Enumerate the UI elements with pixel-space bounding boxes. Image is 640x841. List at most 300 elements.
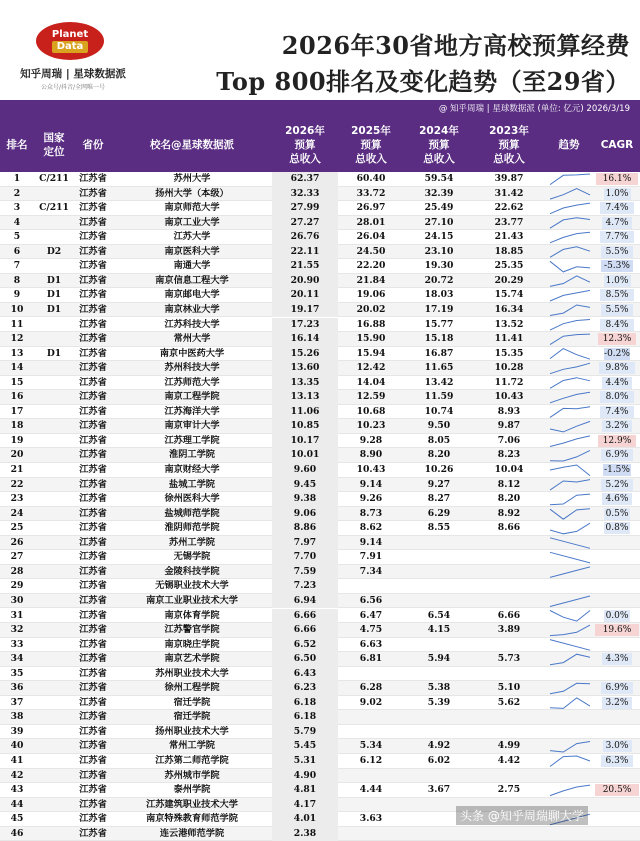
cell-v25: 21.84 [356,274,386,286]
cell-name: 南京体育学院 [164,609,220,621]
cell-prov: 江苏省 [79,216,107,228]
cell-v23: 31.42 [494,187,524,199]
cell-name: 扬州职业技术大学 [155,725,229,737]
cell-v24: 17.19 [424,303,454,315]
cell-name: 南京信息工程大学 [155,274,229,286]
cell-prov: 江苏省 [79,362,107,374]
report-header [0,0,640,104]
trend-line [550,523,590,534]
cell-prov: 江苏省 [79,449,107,461]
col-school-header: 校名@星球数据派 [150,138,234,151]
cell-prov: 江苏省 [79,202,107,214]
source-ribbon [0,100,640,117]
cell-name: 无锡学院 [173,551,211,563]
logo-line1: Planet [51,29,89,40]
cell-v26: 4.17 [272,798,338,813]
cell-rank: 24 [10,507,24,519]
cell-rank: 36 [10,682,24,694]
cell-v26: 13.35 [272,376,338,391]
cell-rank: 4 [13,216,21,228]
cell-type: D1 [46,274,62,286]
cell-rank: 42 [10,769,24,781]
cell-v23: 39.87 [494,173,524,184]
cell-name: 宿迁学院 [173,711,211,723]
cell-prov: 江苏省 [79,740,107,752]
cell-v26: 6.18 [272,710,338,725]
cell-name: 南京艺术学院 [164,653,220,665]
cell-rank: 28 [10,565,24,577]
trend-line [550,625,590,636]
cell-name: 江苏第二师范学院 [155,755,229,766]
logo-line2: Data [52,41,88,53]
cell-v25: 9.28 [359,434,383,446]
cell-v26: 8.86 [272,521,338,536]
cell-prov: 江苏省 [79,493,107,505]
cell-rank: 16 [10,391,24,403]
cell-rank: 31 [10,609,24,621]
cell-v25: 6.81 [359,653,383,665]
trend-line [550,640,590,651]
trend-line [550,261,590,272]
cell-rank: 11 [10,318,24,330]
cell-name: 苏州科技大学 [164,362,220,374]
cell-name: 南京工业职业技术大学 [146,594,238,606]
cell-cagr: 5.5% [601,304,633,316]
cell-prov: 江苏省 [79,755,107,766]
cell-v23: 18.85 [494,245,524,257]
cell-v24: 18.03 [424,289,454,301]
brand-name: 知乎周瑞 | 星球数据派 [20,68,126,80]
cell-name: 苏州大学 [173,173,211,184]
cell-name: 泰州学院 [173,784,211,796]
cell-cagr: 7.7% [600,231,634,243]
cell-v25: 4.75 [359,624,383,636]
trend-line [550,218,590,229]
cell-v26: 7.23 [272,579,338,594]
cell-name: 盐城师范学院 [164,507,220,519]
cell-rank: 41 [10,755,24,766]
cell-v25: 10.43 [356,464,386,475]
cell-prov: 江苏省 [79,696,107,708]
cell-name: 常州工学院 [169,740,215,752]
cell-prov: 江苏省 [79,347,107,359]
cell-v25: 9.14 [359,478,383,490]
cell-name: 无锡职业技术大学 [155,580,229,592]
cell-prov: 江苏省 [79,464,107,475]
trend-line [550,698,590,709]
cell-v23: 8.12 [497,478,521,490]
trend-line [550,756,590,767]
cell-v25: 10.23 [356,420,386,432]
cell-v25: 8.73 [359,507,383,519]
cell-rank: 39 [10,725,24,737]
cell-rank: 12 [10,333,24,345]
cell-v26: 2.38 [272,827,338,841]
cell-type: D1 [46,303,62,315]
cell-rank: 10 [10,303,24,315]
cell-v26: 5.31 [272,754,338,769]
cell-rank: 2 [13,187,21,199]
cell-type: D1 [46,347,62,359]
cell-v23: 10.43 [494,391,524,403]
cell-v24: 4.15 [427,624,451,636]
cell-prov: 江苏省 [79,813,107,825]
cell-v23: 9.87 [497,420,521,432]
cell-v26: 22.11 [272,245,338,260]
cell-v23: 4.99 [497,740,521,752]
trend-line [550,538,590,549]
cell-cagr: 1.0% [604,275,631,287]
cell-v26: 17.23 [272,318,338,333]
cell-name: 徐州工程学院 [164,682,220,694]
cell-prov: 江苏省 [79,522,107,534]
cell-rank: 40 [10,740,24,752]
cell-cagr: 7.4% [600,406,633,418]
report-title-line1: 2026年30省地方高校预算经费 [281,31,630,60]
cell-v23: 10.04 [494,464,524,475]
watermark: 头条 @知乎周瑞聊大学 [456,806,588,825]
cell-v24: 3.67 [427,784,451,796]
cell-v26: 19.17 [272,303,338,318]
cell-v26: 4.81 [272,783,338,798]
trend-line [550,742,590,753]
cell-v25: 16.88 [356,318,386,330]
cell-v23: 2.75 [497,784,521,796]
cell-v26: 27.27 [272,216,338,231]
cell-v23: 6.66 [497,609,521,621]
cell-v26: 5.79 [272,725,338,740]
cell-cagr: 6.9% [601,449,634,461]
cell-prov: 江苏省 [79,769,107,781]
cell-cagr: 0.5% [605,508,629,519]
cell-v24: 5.39 [427,696,451,708]
cell-v23: 5.73 [497,653,521,665]
cell-v26: 6.23 [272,681,338,696]
cell-v25: 9.02 [359,696,383,708]
col-trend-header: 趋势 [558,138,580,151]
cell-prov: 江苏省 [79,289,107,301]
cell-v26: 10.85 [272,419,338,434]
cell-prov: 江苏省 [79,420,107,432]
cell-name: 南京邮电大学 [164,289,220,301]
cell-name: 宿迁学院 [173,696,211,708]
cell-name: 盐城工学院 [169,478,215,490]
cell-rank: 8 [13,274,21,286]
cell-v24: 8.05 [427,434,451,446]
cell-v24: 15.77 [424,318,454,330]
cell-type: D1 [46,289,62,301]
cell-v25: 3.63 [359,813,383,825]
report-title-line2: Top 800排名及变化趋势（至29省） [216,67,630,96]
trend-line [550,174,590,185]
cell-name: 苏州职业技术大学 [155,667,229,679]
cell-name: 江苏师范大学 [164,376,220,388]
cell-v23: 3.89 [497,624,521,636]
cell-v26: 6.50 [272,652,338,667]
cell-v24: 9.27 [427,478,451,490]
cell-v23: 8.93 [497,405,521,417]
cell-v25: 4.44 [359,784,383,796]
trend-line [550,334,590,345]
cell-cagr: 1.0% [604,188,631,200]
cell-cagr: -1.5% [604,465,630,475]
cell-v26: 9.60 [272,463,338,478]
cell-cagr: 3.2% [602,420,631,432]
cell-v26: 7.70 [272,550,338,565]
trend-line [550,349,590,360]
cell-rank: 46 [10,827,24,839]
cell-prov: 江苏省 [79,711,107,723]
cell-v26: 62.37 [272,172,338,187]
cell-prov: 江苏省 [79,333,107,345]
cell-v23: 4.42 [497,755,521,766]
cell-rank: 20 [10,449,24,461]
cell-v23: 5.62 [497,696,521,708]
cell-v24: 15.18 [424,333,454,345]
cell-prov: 江苏省 [79,274,107,286]
trend-line [550,320,590,331]
cell-cagr: 4.6% [602,493,633,505]
cell-cagr: 3.2% [602,697,631,709]
cell-cagr: 16.1% [596,173,638,185]
cell-rank: 14 [10,362,24,374]
cell-v24: 13.42 [424,376,454,388]
cell-cagr: 4.4% [602,377,632,389]
cell-v25: 12.59 [356,391,386,403]
cell-v24: 10.74 [424,405,454,417]
cell-v23: 23.77 [494,216,524,228]
cell-rank: 17 [10,405,24,417]
cell-v26: 20.90 [272,274,338,289]
cell-rank: 32 [10,624,24,636]
cell-v25: 15.90 [356,333,386,345]
cell-rank: 6 [13,245,21,257]
cell-prov: 江苏省 [79,245,107,257]
cell-v25: 26.04 [356,231,386,243]
cell-v23: 15.35 [494,347,524,359]
cell-rank: 35 [10,667,24,679]
cell-rank: 19 [10,434,24,446]
cell-prov: 江苏省 [79,187,107,199]
cell-prov: 江苏省 [79,376,107,388]
cell-prov: 江苏省 [79,594,107,606]
cell-prov: 江苏省 [79,391,107,403]
cell-v25: 24.50 [356,245,386,257]
cell-v24: 6.54 [427,609,451,621]
trend-line [550,421,590,432]
trend-line [550,232,590,243]
cell-name: 连云港师范学院 [159,827,225,839]
trend-line [550,290,590,301]
cell-rank: 7 [13,260,21,272]
cell-v26: 20.11 [272,288,338,303]
cell-rank: 29 [10,580,24,592]
cell-v24: 59.54 [424,173,454,184]
cell-rank: 5 [13,231,21,243]
cell-cagr: 5.5% [601,246,633,258]
cell-prov: 江苏省 [79,784,107,796]
cell-v26: 9.38 [272,492,338,507]
cell-name: 金陵科技学院 [164,565,220,577]
cell-cagr: 3.0% [603,740,632,752]
trend-line [550,247,590,257]
cell-v26: 10.17 [272,434,338,449]
cell-v23: 13.52 [494,318,524,330]
trend-line [550,494,590,505]
cell-v25: 6.47 [359,609,383,621]
cell-rank: 45 [10,813,24,825]
cell-v23: 8.20 [497,493,521,505]
cell-v25: 10.68 [356,405,386,417]
cell-name: 江苏警官学院 [164,624,220,636]
trend-line [550,683,590,694]
cell-rank: 22 [10,478,24,490]
cell-v25: 28.01 [356,216,386,228]
cell-v26: 32.33 [272,187,338,202]
cell-cagr: 5.2% [601,479,632,491]
cell-name: 南京中医药大学 [159,347,225,359]
cell-v26: 13.60 [272,361,338,376]
cell-prov: 江苏省 [79,682,107,694]
cell-v23: 16.34 [494,303,524,315]
cell-v23: 10.28 [494,362,524,374]
cell-v24: 27.10 [424,216,454,228]
cell-v25: 8.90 [359,449,383,461]
cell-prov: 江苏省 [79,551,107,563]
cell-v26: 9.45 [272,478,338,493]
trend-line [550,596,590,607]
trend-line [550,436,590,447]
cell-v23: 8.92 [497,507,521,519]
cell-name: 南京审计大学 [164,420,220,432]
cell-rank: 18 [10,420,24,432]
cell-v26: 27.99 [272,201,338,216]
cell-v26: 6.43 [272,667,338,682]
cell-v25: 26.97 [356,202,386,214]
cell-v24: 6.29 [427,507,451,519]
cell-v24: 20.72 [424,274,454,286]
cell-v26: 11.06 [272,405,338,420]
cell-v25: 20.02 [356,303,386,315]
cell-v26: 6.94 [272,594,338,609]
cell-cagr: 9.8% [599,362,635,374]
trend-line [550,450,590,461]
cell-v25: 7.91 [359,551,383,563]
cell-cagr: 0.8% [605,523,629,534]
cell-v23: 11.41 [494,333,524,345]
cell-v26: 9.06 [272,507,338,522]
cell-prov: 江苏省 [79,231,107,243]
cell-v23: 15.74 [494,289,524,301]
cell-name: 江苏建筑职业技术大学 [146,798,238,810]
cell-v23: 25.35 [494,260,524,272]
cell-name: 南京林业大学 [164,303,220,315]
trend-line [550,392,590,403]
cell-rank: 37 [10,696,24,708]
col-2023-header: 2023年 预算 总收入 [489,124,529,165]
cell-cagr: 8.4% [600,319,634,331]
trend-line [550,611,590,622]
cell-rank: 23 [10,493,24,505]
cell-v25: 15.94 [356,347,386,359]
cell-v24: 24.15 [424,231,454,243]
cell-rank: 30 [10,594,24,606]
cell-v25: 6.12 [359,755,383,766]
cell-type: C/211 [39,173,69,184]
cell-v25: 22.20 [356,260,386,272]
cell-rank: 25 [10,522,24,534]
cell-v24: 5.94 [427,653,451,665]
cell-rank: 9 [13,289,21,301]
cell-v25: 6.56 [359,594,383,606]
cell-name: 苏州城市学院 [164,769,220,781]
col-2025-header: 2025年 预算 总收入 [351,124,391,165]
cell-cagr: -5.3% [601,260,632,272]
cell-prov: 江苏省 [79,565,107,577]
cell-v24: 6.02 [427,755,451,766]
cell-v25: 6.28 [359,682,383,694]
cell-name: 江苏大学 [173,231,211,243]
cell-v25: 6.63 [359,638,383,650]
trend-line [550,276,590,287]
cell-v24: 19.30 [424,260,454,272]
table-header [0,117,640,172]
col-rank-header: 排名 [6,138,28,151]
cell-cagr: 0.0% [605,610,629,621]
cell-rank: 34 [10,653,24,665]
cell-name: 苏州工学院 [169,536,215,548]
cell-v26: 7.59 [272,565,338,580]
cell-name: 南京师范大学 [164,202,220,214]
cell-cagr: 6.9% [601,682,634,694]
col-2024-header: 2024年 预算 总收入 [419,124,459,165]
cell-prov: 江苏省 [79,827,107,839]
trend-line [550,567,590,578]
cell-prov: 江苏省 [79,667,107,679]
cell-v26: 7.97 [272,536,338,551]
cell-cagr: 4.3% [602,653,632,665]
cell-cagr: -0.2% [604,348,630,359]
cell-prov: 江苏省 [79,536,107,548]
cell-prov: 江苏省 [79,725,107,737]
cell-v26: 5.45 [272,739,338,754]
cell-v25: 19.06 [356,289,386,301]
cell-rank: 38 [10,711,24,723]
cell-name: 江苏海洋大学 [164,405,220,417]
cell-rank: 26 [10,536,24,548]
cell-v23: 22.62 [494,202,524,214]
cell-name: 淮阴工学院 [169,449,215,461]
cell-prov: 江苏省 [79,507,107,519]
cell-v24: 4.92 [427,740,451,752]
cell-rank: 1 [13,173,21,184]
cell-name: 南京特殊教育师范学院 [146,813,238,825]
cell-v24: 11.65 [424,362,454,374]
trend-line [550,785,590,796]
cell-name: 淮阴师范学院 [164,522,220,534]
cell-v26: 6.66 [272,623,338,638]
cell-prov: 江苏省 [79,260,107,272]
cell-prov: 江苏省 [79,303,107,315]
cell-v26: 26.76 [272,230,338,245]
cell-v25: 12.42 [356,362,386,374]
cell-prov: 江苏省 [79,173,107,184]
cell-name: 南京晓庄学院 [164,638,220,650]
cell-v24: 16.87 [424,347,454,359]
cell-rank: 21 [10,464,24,475]
cell-prov: 江苏省 [79,624,107,636]
cell-cagr: 8.0% [600,391,634,403]
